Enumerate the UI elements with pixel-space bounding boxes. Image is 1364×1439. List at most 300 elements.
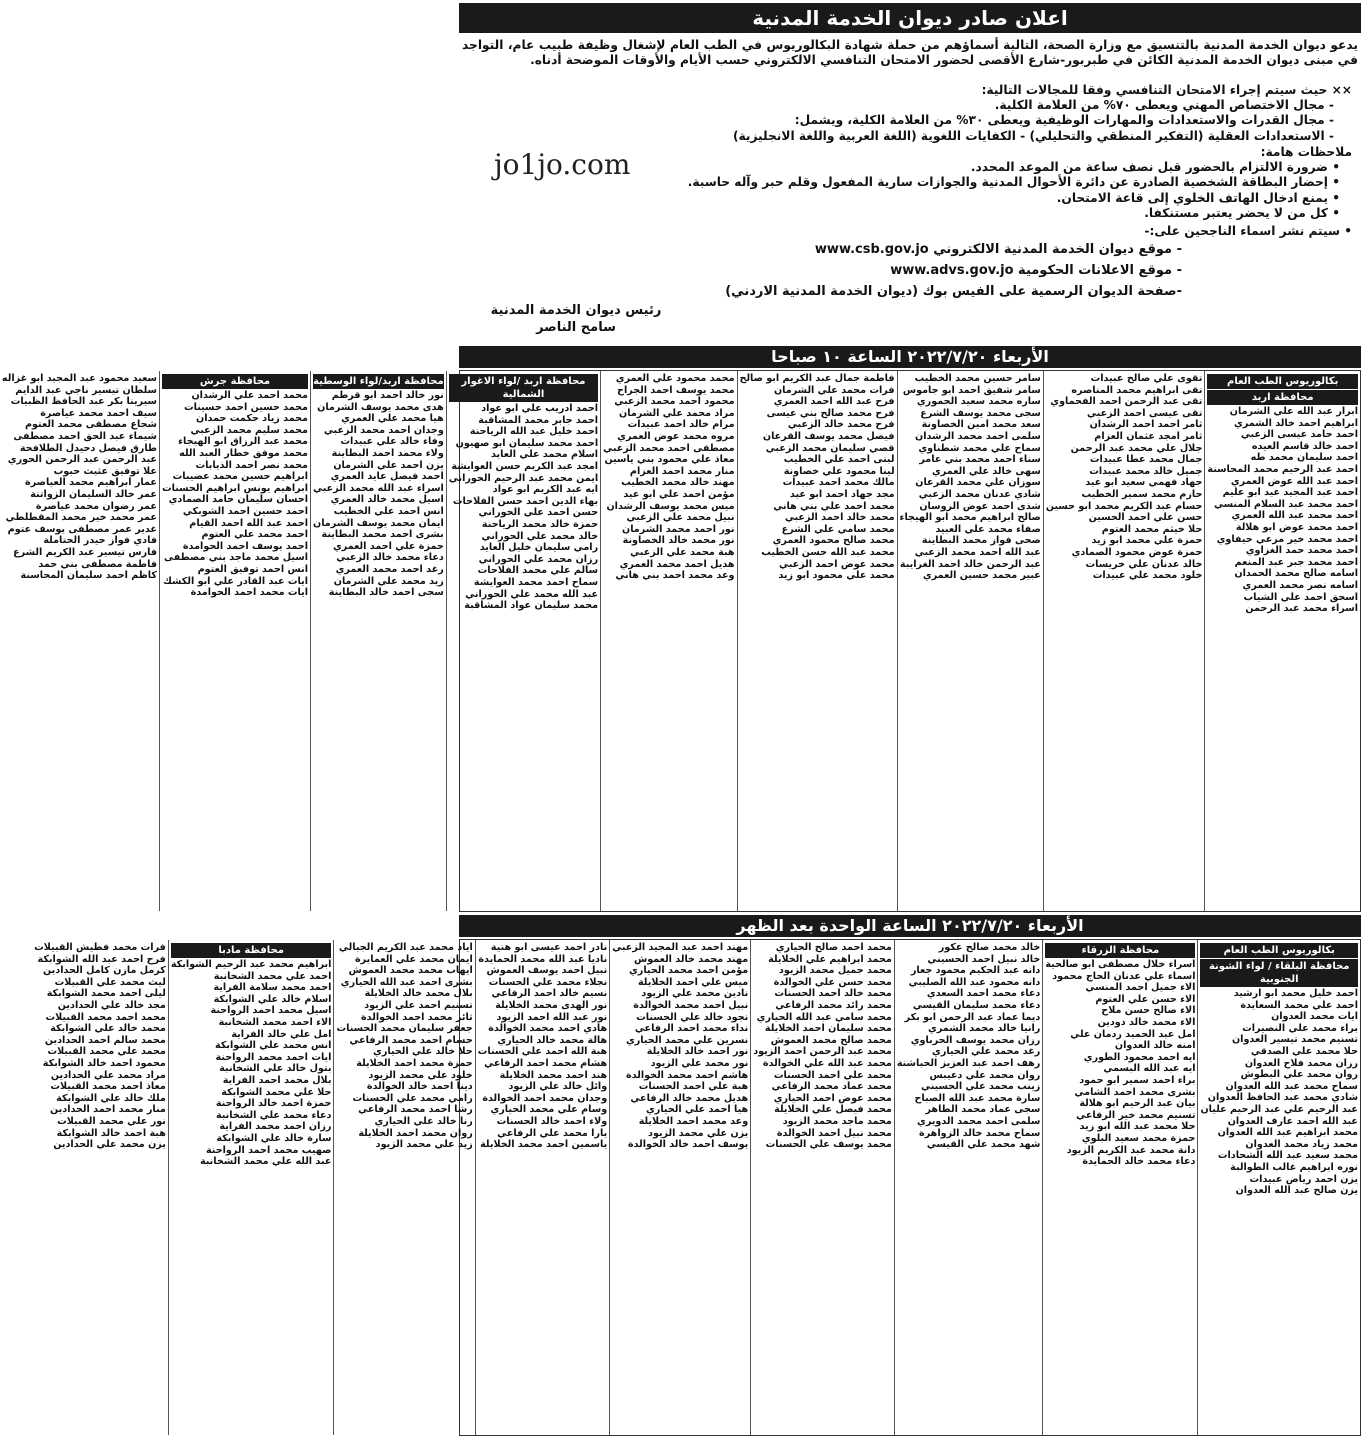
candidate-name: مالك محمد احمد عبيدات bbox=[782, 477, 895, 489]
candidate-name: دعاء محمد خالد الزعبي bbox=[336, 552, 444, 564]
candidate-name: دعاء محمد احمد السعدي bbox=[926, 988, 1041, 1000]
candidate-name: اسراء محمد عبد الرحمن bbox=[1245, 603, 1358, 615]
candidate-name: هالة محمد خالد الحياري bbox=[497, 1034, 608, 1046]
candidate-name: محمد محمود علي العمري bbox=[615, 373, 735, 384]
candidate-name: محمد احمد محمد القبيلات bbox=[45, 1011, 166, 1023]
candidate-name: سالم علي محمد الفلاحات bbox=[477, 565, 599, 577]
candidate-name: لبنى احمد علي الخطيب bbox=[783, 454, 895, 466]
column-header: محافظة الزرقاء bbox=[1045, 943, 1195, 958]
names-column bbox=[168, 940, 334, 1435]
exam-section bbox=[733, 83, 1352, 144]
candidate-name: يارا محمد علي الرفاعي bbox=[497, 1127, 608, 1139]
candidate-name: هبة محمد علي الزعبي bbox=[630, 546, 735, 558]
candidate-name: سيف احمد محمد عياصرة bbox=[40, 407, 157, 419]
candidate-name: اسراء خلال مصطفى ابو صالحية bbox=[1045, 959, 1196, 970]
candidate-name: دعاء محمد سليمان القيسي bbox=[912, 999, 1041, 1011]
candidate-name: براء محمد علي النصيرات bbox=[1242, 1022, 1358, 1034]
candidate-name: محمد سليمان احمد الخلايلة bbox=[764, 1023, 892, 1035]
candidate-name: سلطان تيسير ناجي عبد الدايم bbox=[15, 384, 157, 396]
names-column bbox=[737, 371, 897, 911]
candidate-name: يوسف احمد خالد الخوالدة bbox=[627, 1139, 749, 1151]
candidate-name: ايه احمد محمود الطوري bbox=[1083, 1051, 1196, 1063]
candidate-name: محمد يوسف علي الحسنات bbox=[765, 1139, 892, 1151]
candidate-name: رانيا خالد محمد الشمري bbox=[928, 1023, 1041, 1035]
candidate-name: الاء محمد خالد دودين bbox=[1097, 1016, 1196, 1028]
candidate-name: فيصل محمد يوسف القرعان bbox=[762, 430, 895, 442]
candidate-name: بلال محمد خالد الخلايلة bbox=[364, 988, 473, 1000]
note-item: • إحضار البطاقة الشخصية الصادرة عن دائرة الأحوال المدنية والجوازات سارية المفعول وقلم حبر وآله حاسبة. bbox=[687, 175, 1340, 190]
advs-website-link[interactable]: - موقع الاعلانات الحكومية www.advs.gov.jo bbox=[890, 263, 1182, 278]
candidate-name: فرح عبد الله احمد العمري bbox=[773, 396, 895, 408]
names-column bbox=[159, 371, 310, 911]
candidate-name: ايمن محمد عبد الرحيم الحوراني bbox=[448, 472, 599, 484]
candidate-name: محمد سامي عبد الله الحياري bbox=[756, 1011, 892, 1023]
candidate-name: ثامر احمد احمد الرشدان bbox=[1089, 419, 1203, 431]
candidate-name: حمزة محمد سعيد البلوي bbox=[1081, 1132, 1196, 1144]
candidate-name: شجاع مصطفى محمد العتوم bbox=[25, 419, 157, 431]
csb-website-link[interactable]: - موقع ديوان الخدمة المدنية الالكتروني www.csb.gov.jo bbox=[814, 242, 1182, 257]
candidate-name: خالد نبيل احمد الحسيني bbox=[927, 953, 1041, 965]
candidate-name: احمد خليل محمد ابو ارشيد bbox=[1233, 988, 1358, 999]
candidate-name: نور عبد الله احمد الزيود bbox=[496, 1011, 608, 1023]
candidate-name: امنه خالد العدوان bbox=[1114, 1040, 1196, 1052]
candidate-name: محمد عماد محمد الرفاعي bbox=[771, 1081, 892, 1093]
candidate-name: رهف احمد عبد العزيز الحباشنة bbox=[896, 1057, 1041, 1069]
candidate-name: عبير محمد حسين العمري bbox=[922, 570, 1041, 582]
candidate-name: رغد محمد علي الحياري bbox=[932, 1046, 1041, 1058]
candidate-name: سلمى احمد محمد الدويري bbox=[917, 1115, 1041, 1127]
candidate-name: رزان محمد يوسف الحرباوي bbox=[910, 1034, 1041, 1046]
candidate-name: ايات محمد احمد الحوامدة bbox=[190, 587, 308, 599]
candidate-name: امجد عبد الكريم حسن العوايشة bbox=[451, 460, 599, 472]
candidate-name: محمد موفق خطار العبد الله bbox=[179, 447, 308, 459]
candidate-name: رشا احمد محمد الرفاعي bbox=[358, 1104, 473, 1116]
candidate-name: روان محمد احمد الخلايلة bbox=[358, 1127, 473, 1139]
candidate-name: ثائر محمد احمد الخوالدة bbox=[361, 1011, 473, 1023]
candidate-name: احمد خالد قاسم العيده bbox=[1251, 440, 1358, 452]
candidate-name: محمد حسين احمد حسينات bbox=[183, 401, 308, 413]
candidate-name: رزان محمد فلاح العدوان bbox=[1244, 1057, 1358, 1069]
candidate-name: اسلام خالد علي الشوابكة bbox=[213, 993, 332, 1005]
candidate-name: مروه محمد عوض العمري bbox=[617, 430, 735, 442]
names-column bbox=[1043, 371, 1205, 911]
names-column bbox=[0, 371, 159, 911]
candidate-name: مؤمن احمد محمد الحياري bbox=[629, 965, 749, 977]
candidate-name: محمد عبد الله حسن الخطيب bbox=[761, 546, 895, 558]
candidate-name: محمد ابراهيم عبد الله العدوان bbox=[1217, 1127, 1358, 1139]
candidate-name: فاطمة جمال عبد الكريم ابو صالح bbox=[739, 373, 895, 384]
candidate-name: حازم محمد سمير الخطيب bbox=[1081, 488, 1203, 500]
candidate-name: محمد ماجد محمد الزيود bbox=[782, 1115, 892, 1127]
candidate-name: تقى عيسى احمد الزعبي bbox=[1087, 407, 1203, 419]
candidate-name: تسنيم محمد تيسير العدوان bbox=[1231, 1034, 1358, 1046]
candidate-name: حمزة احمد خالد الرواحنة bbox=[215, 1098, 332, 1110]
candidate-name: ميس علي احمد الخلايلة bbox=[637, 976, 749, 988]
candidate-name: احمد محمد عوض ابو هلالة bbox=[1235, 521, 1358, 533]
candidate-name: عمار ابراهيم محمد العياصرة bbox=[25, 477, 157, 489]
candidate-name: احمد علي محمد السعايدة bbox=[1240, 999, 1358, 1011]
candidate-name: فاطمة مصطفى بني حمد bbox=[38, 558, 157, 570]
candidate-name: محمد احمد علي الرشدان bbox=[191, 390, 308, 401]
candidate-name: ياسمين احمد محمد الخلايلة bbox=[480, 1139, 608, 1151]
candidate-name: محمد زياد حكمت حمدان bbox=[196, 413, 308, 425]
candidate-name: زينب محمد علي الحسيني bbox=[921, 1081, 1041, 1093]
candidate-name: رغد احمد محمد العمري bbox=[335, 563, 444, 575]
candidate-name: محمد عوض احمد الزعبي bbox=[779, 558, 895, 570]
candidate-name: ثامر امجد عثمان العزام bbox=[1094, 430, 1203, 442]
candidate-name: يزن علي محمد الزيود bbox=[648, 1127, 749, 1139]
candidate-name: اسحق احمد علي الشياب bbox=[1243, 591, 1358, 603]
candidate-name: سارة خالد علي الشوابكة bbox=[216, 1132, 332, 1144]
candidate-name: هديل محمد خالد الرفاعي bbox=[630, 1092, 749, 1104]
candidate-name: بشرى احمد عبد الله الحياري bbox=[340, 976, 473, 988]
candidate-name: نوره ابراهيم غالب الطوالبة bbox=[1230, 1161, 1358, 1173]
candidate-name: حلا خيثم محمد العتوم bbox=[1101, 523, 1203, 535]
column-header: بكالوريوس الطب العام bbox=[1207, 374, 1358, 389]
candidate-name: مرام خالد احمد عبيدات bbox=[627, 419, 735, 431]
watermark-text: jo1jo.com bbox=[494, 148, 631, 181]
candidate-name: محمد فيصل علي الخلايلة bbox=[774, 1104, 892, 1116]
candidate-name: وائل خالد علي الزيود bbox=[508, 1081, 608, 1093]
candidate-name: جميل خالد محمد عبيدات bbox=[1089, 465, 1203, 477]
candidate-name: حلا محمد عبد الله ابو زيد bbox=[1079, 1121, 1196, 1133]
candidate-name: سهى خالد علي العمري bbox=[932, 465, 1041, 477]
publish-heading: • سيتم نشر اسماء الناجحين على:- bbox=[1144, 224, 1352, 238]
exam-items bbox=[733, 98, 1334, 144]
notes-section bbox=[688, 145, 1352, 221]
candidate-name: نبيل احمد يوسف العموش bbox=[486, 965, 608, 977]
candidate-name: احمد عبد الله عوض العمري bbox=[1230, 475, 1358, 487]
candidate-name: مراد محمد علي الحدادين bbox=[50, 1069, 166, 1081]
candidate-name: ليث محمد علي القبيلات bbox=[54, 976, 166, 988]
candidate-name: ايات محمد العدوان bbox=[1271, 1011, 1358, 1023]
candidate-name: معاذ علي محمود بني ياسين bbox=[604, 454, 735, 466]
candidate-name: محمد خالد علي الشوابكة bbox=[50, 1023, 166, 1035]
candidate-name: محمد رائد محمد الرفاعي bbox=[775, 999, 892, 1011]
candidate-name: نور احمد خالد الخلايلة bbox=[646, 1046, 749, 1058]
candidate-name: محمد خالد احمد الحسنات bbox=[774, 988, 892, 1000]
candidate-name: جهاد فهمي سعيد ابو عيد bbox=[1085, 477, 1203, 489]
candidate-name: سجى محمد يوسف الشرع bbox=[920, 407, 1041, 419]
names-column bbox=[32, 940, 168, 1435]
candidate-name: يزن صالح عبد الله العدوان bbox=[1235, 1185, 1358, 1197]
candidate-name: فادي فواز حيدر الحتاملة bbox=[43, 535, 157, 547]
candidate-name: سناء احمد محمد بني عامر bbox=[919, 454, 1041, 466]
candidate-name: محمد نصر احمد الذيابات bbox=[195, 459, 308, 471]
candidate-name: ايات عبد القادر علي ابو الكشك bbox=[163, 575, 308, 587]
candidate-name: زيد علي محمد الزيود bbox=[375, 1139, 473, 1151]
candidate-name: سعيد محمود عبد المجيد ابو غزاله bbox=[1, 373, 157, 384]
candidate-name: محمد صالح محمود العمري bbox=[772, 535, 895, 547]
candidate-name: خلود علي محمد الزيود bbox=[368, 1069, 473, 1081]
candidate-name: زيد محمد علي الشرمان bbox=[333, 575, 444, 587]
candidate-name: الاء حسن علي العتوم bbox=[1095, 993, 1196, 1005]
candidate-name: محمد عبد الرحمن احمد الزيود bbox=[753, 1046, 892, 1058]
candidate-name: تقوى علي صالح عبيدات bbox=[1090, 373, 1203, 384]
candidate-name: محمود احمد خالد الشوابكة bbox=[42, 1057, 166, 1069]
candidate-name: يزن محمد علي الحدادين bbox=[53, 1139, 166, 1151]
candidate-name: شادي محمد عبد الحافظ العدوان bbox=[1207, 1092, 1358, 1104]
candidate-name: هيا احمد علي الحياري bbox=[646, 1104, 749, 1116]
candidate-name: احمد حامد عيسى الزعبي bbox=[1240, 429, 1358, 441]
names-column bbox=[894, 940, 1043, 1435]
candidate-name: انس احمد علي الخطيب bbox=[333, 505, 444, 517]
candidate-name: صفاء محمد علي العبيد bbox=[935, 523, 1041, 535]
candidate-name: احمد فيصل عايد العمري bbox=[330, 471, 444, 483]
candidate-name: ولاء محمد احمد البطاينة bbox=[331, 447, 444, 459]
candidate-name: محمد سالم احمد الحدادين bbox=[44, 1034, 166, 1046]
names-column bbox=[475, 940, 609, 1435]
candidate-name: بشرى محمد احمد الشامي bbox=[1074, 1086, 1196, 1098]
candidate-name: مجد جهاد احمد ابو عيد bbox=[789, 488, 895, 500]
candidate-name: ايهاب محمد محمد العموش bbox=[348, 965, 473, 977]
candidate-name: محمد خالد احمد الزعبي bbox=[784, 512, 895, 524]
candidate-name: عبد الرحمن عبد الرحمن الحوري bbox=[7, 454, 157, 466]
candidate-name: جلال علي محمد عبد الرحمن bbox=[1070, 442, 1203, 454]
candidate-name: معاذ احمد محمد القبيلات bbox=[50, 1081, 166, 1093]
signature-title: رئيس ديوان الخدمة المدنية bbox=[490, 303, 662, 318]
candidate-name: احمد عبد الله احمد القيام bbox=[189, 517, 308, 529]
candidate-name: امل عبد الحميد ردمان علي bbox=[1070, 1028, 1196, 1040]
candidate-name: دعاء محمد خالد الحمايدة bbox=[1082, 1156, 1196, 1168]
candidate-name: حمزة علي محمد ابو زيد bbox=[1091, 535, 1203, 547]
newspaper-page bbox=[1, 0, 1364, 1439]
candidate-name: سجى عماد محمد الطاهر bbox=[925, 1104, 1041, 1116]
notes-list bbox=[688, 160, 1340, 221]
candidate-name: مؤمن احمد علي ابو عيد bbox=[623, 488, 735, 500]
candidate-name: احمد يوسف احمد الحوامدة bbox=[182, 540, 308, 552]
candidate-name: نداء محمد احمد الرفاعي bbox=[634, 1023, 749, 1035]
candidate-name: حمزة عوض محمود الصمادي bbox=[1071, 546, 1203, 558]
candidate-name: علا توفيق عثيث حبوب bbox=[53, 465, 157, 477]
candidate-name: دعاء محمد علي الشخانبة bbox=[215, 1109, 332, 1121]
candidate-name: محمد صالح محمد العموش bbox=[770, 1034, 892, 1046]
candidate-name: مصطفى احمد محمد الزعبي bbox=[603, 442, 735, 454]
candidate-name: احمد محمد حمد الغزاوي bbox=[1245, 545, 1358, 557]
publish-list bbox=[725, 239, 1182, 302]
signature-block bbox=[466, 302, 686, 336]
candidate-name: وفاء خالد علي عبيدات bbox=[340, 436, 444, 448]
candidate-name: تسنيم احمد علي الزيود bbox=[364, 999, 473, 1011]
names-column bbox=[1204, 371, 1360, 911]
candidate-name: احمد سليمان محمد طه bbox=[1250, 452, 1358, 464]
candidate-name: ناديا عبد الله محمد الحمايدة bbox=[478, 953, 608, 965]
candidate-name: سعد محمد امين الخصاونة bbox=[921, 419, 1041, 431]
candidate-name: محمد يوسف احمد الجراح bbox=[617, 384, 735, 396]
candidate-name: سماح علي محمد شطناوي bbox=[918, 442, 1041, 454]
candidate-name: يزن احمد رياض عبيدات bbox=[1249, 1173, 1358, 1185]
candidate-name: بشرى احمد محمد البطاينة bbox=[321, 529, 444, 541]
candidate-name: حمزة خالد محمد الرياحنة bbox=[481, 518, 599, 530]
candidate-name: ابرار عبد الله علي الشرمان bbox=[1229, 406, 1358, 417]
candidate-name: رامي سليمان خليل العايد bbox=[479, 542, 599, 554]
exam-heading: ×× حيث سيتم إجراء الامتحان التنافسي وفقا للمجالات التالية: bbox=[981, 83, 1352, 97]
candidate-name: حمزة علي احمد العمري bbox=[332, 540, 444, 552]
candidate-name: روان محمد علي دعيبس bbox=[929, 1069, 1041, 1081]
candidate-name: فرح محمد خالد الزعبي bbox=[787, 419, 895, 431]
candidate-name: هشام محمد احمد الرفاعي bbox=[484, 1057, 608, 1069]
candidate-name: محمد علي احمد الحسنات bbox=[773, 1069, 892, 1081]
facebook-page-link[interactable]: -صفحة الديوان الرسمية على الفيس بوك (ديوان الخدمة المدنية الاردني) bbox=[725, 284, 1182, 299]
names-column bbox=[1197, 940, 1360, 1435]
candidate-name: سامر شفيق احمد ابو جاموس bbox=[902, 384, 1041, 396]
candidate-name: سماح محمد خالد الزواهرة bbox=[919, 1127, 1041, 1139]
candidate-name: محمد علي محمد القبيلات bbox=[47, 1046, 166, 1058]
candidate-name: سلمى احمد محمد الرشدان bbox=[915, 430, 1041, 442]
candidate-name: كرمل مازن كامل الحدادين bbox=[43, 965, 166, 977]
candidate-name: مهند خالد محمد الخطيب bbox=[621, 477, 735, 489]
candidate-name: عبد الله احمد محمد الزعبي bbox=[914, 546, 1041, 558]
candidate-name: نجلاء محمد علي الحسنات bbox=[488, 976, 608, 988]
candidate-name: الاء صالح حسن ملاح bbox=[1101, 1005, 1196, 1017]
column-header: بكالوريوس الطب العام bbox=[1200, 943, 1358, 958]
candidate-name: سيرينا بكر عبد الحافظ الظبيات bbox=[10, 396, 157, 408]
candidate-name: نور خالد احمد ابو قرطم bbox=[331, 390, 444, 401]
candidate-name: احمد حسين احمد الشوبكي bbox=[182, 505, 308, 517]
candidate-name: خالد محمد صالح عكور bbox=[938, 942, 1041, 953]
candidate-name: لينا محمود علي خصاونة bbox=[783, 465, 895, 477]
candidate-name: احمد عبد الرحيم محمد المحاسنة bbox=[1207, 463, 1358, 475]
candidate-name: فرات محمد علي الشرمان bbox=[773, 384, 895, 396]
candidate-name: حلا خالد علي الحياري bbox=[373, 1046, 473, 1058]
candidate-name: ديما عماد عبد الرحمن ابو بكر bbox=[904, 1011, 1041, 1023]
candidate-name: وجدان محمد احمد الخوالدة bbox=[482, 1092, 608, 1104]
candidate-name: محمد سليم محمد الزعبي bbox=[190, 424, 308, 436]
candidate-name: حسن علي احمد الحسين bbox=[1088, 512, 1203, 524]
candidate-name: اسلام محمد علي العايد bbox=[490, 449, 599, 461]
candidate-name: الاء جميل احمد المنسي bbox=[1085, 982, 1196, 994]
candidate-name: كاظم احمد سليمان المحاسنة bbox=[20, 570, 157, 582]
candidate-name: محمد جميل محمد الزيود bbox=[778, 965, 892, 977]
candidate-name: الاء احمد محمد الشخانبة bbox=[218, 1016, 332, 1028]
candidate-name: اسيل محمد خالد العمري bbox=[330, 494, 444, 506]
candidate-name: سجى احمد خالد البطاينة bbox=[328, 587, 444, 599]
candidate-name: هيا محمد علي العمري bbox=[341, 413, 444, 425]
candidate-name: هدى محمد يوسف الشرمان bbox=[317, 401, 444, 413]
candidate-name: اسيل محمد ماجد بني مصطفى bbox=[164, 552, 308, 564]
names-column bbox=[310, 371, 446, 911]
candidate-name: احسان سليمان حامد الصمادي bbox=[168, 494, 308, 506]
candidate-name: رامي محمد علي الحسنات bbox=[352, 1092, 473, 1104]
candidate-name: ايه عبد الكريم ابو عواد bbox=[492, 484, 599, 496]
names-column bbox=[446, 371, 600, 911]
candidate-name: احمد جابر محمد المشاقبة bbox=[478, 414, 599, 426]
candidate-name: نسرين علي محمد الحياري bbox=[625, 1034, 749, 1046]
candidate-name: ملك خالد علي الشوابكة bbox=[56, 1092, 166, 1104]
candidate-name: اسامه صالح محمد الحمدان bbox=[1234, 568, 1358, 580]
candidate-name: احمد خليل عبد الله الرياحنة bbox=[469, 426, 599, 438]
names-column bbox=[750, 940, 894, 1435]
candidate-name: امل علي خالد الفراية bbox=[231, 1028, 332, 1040]
candidate-name: دينا احمد خالد الخوالدة bbox=[366, 1081, 473, 1093]
notes-heading: ملاحظات هامة: bbox=[1260, 145, 1352, 159]
intro-paragraph: يدعو ديوان الخدمة المدنية بالتنسيق مع وزارة الصحة، التالية أسماؤهم من حملة شهادة البكالوريوس في الطب العام لإشغال وظيفة طبيب عام، التواجد في مبنى ديوان الخدمة المدنية الكائن في طبربور-شارع الأقصى لحضور الامتحان التنافسي الالكتروني حسب الأيام والأوقات الموضحة أدناه. bbox=[462, 38, 1358, 67]
candidate-name: انس محمد علي الشوابكة bbox=[215, 1040, 332, 1052]
names-column bbox=[609, 940, 750, 1435]
candidate-name: يزن احمد علي الشرمان bbox=[333, 459, 444, 471]
candidate-name: رزان احمد محمد الفراية bbox=[219, 1121, 332, 1133]
candidate-name: بتول خالد علي الشخانبة bbox=[219, 1063, 332, 1075]
candidate-name: محمد سامي علي الشرع bbox=[781, 523, 895, 535]
candidate-name: رنا خالد علي الحياري bbox=[374, 1115, 473, 1127]
candidate-name: ليلى احمد محمد الشوابكة bbox=[46, 988, 166, 1000]
candidate-name: هبة الله احمد علي الحسنات bbox=[477, 1046, 608, 1058]
candidate-name: مجد خالد علي الحدادين bbox=[57, 999, 166, 1011]
candidate-name: محمد عبد الله علي الخوالدة bbox=[762, 1057, 892, 1069]
candidate-name: رزان محمد علي الحوراني bbox=[478, 553, 599, 565]
candidate-name: مراد محمد علي الشرمان bbox=[619, 407, 735, 419]
candidate-name: اياد محمد عبد الكريم الجبالي bbox=[338, 942, 473, 953]
candidate-name: حسام احمد محمد الرفاعي bbox=[349, 1034, 473, 1046]
candidate-name: محمد سليمان عواد المشاقبة bbox=[464, 600, 599, 612]
candidate-name: طارق فيصل دحيدل الطلافحة bbox=[19, 442, 157, 454]
candidate-name: وسام علي محمد الحياري bbox=[490, 1104, 608, 1116]
candidate-name: فرح احمد عبد الله الشوابكة bbox=[37, 953, 166, 965]
candidate-name: احمد محمد عبد الله العمري bbox=[1231, 510, 1358, 522]
candidate-name: ضحى فواز محمد البطاينة bbox=[921, 535, 1041, 547]
candidate-name: عبد الله احمد عارف العدوان bbox=[1227, 1115, 1358, 1127]
candidate-name: جعفر سليمان محمد الحسنات bbox=[336, 1023, 473, 1035]
candidate-name: حمزة محمد احمد الخلايلة bbox=[356, 1057, 473, 1069]
session-1-heading: الأربعاء ٢٠٢٢/٧/٢٠ الساعة ١٠ صباحا bbox=[459, 346, 1361, 368]
candidate-name: مهند محمد خالد العموش bbox=[633, 953, 749, 965]
candidate-name: شهد محمد علي القيسي bbox=[926, 1139, 1041, 1151]
candidate-name: حسام عبد الكريم محمد ابو حسين bbox=[1045, 500, 1203, 512]
candidate-name: اسيل محمد احمد الرواحنة bbox=[210, 1005, 332, 1017]
candidate-name: خلود محمد علي عبيدات bbox=[1092, 570, 1203, 582]
column-header: محافظة جرش bbox=[162, 374, 308, 389]
candidate-name: شذى احمد عوض الروسان bbox=[919, 500, 1041, 512]
candidate-name: عمر خالد السليمان الزواتنة bbox=[30, 488, 157, 500]
candidate-name: دانه محمود عبد الله الصليبي bbox=[908, 976, 1041, 988]
candidate-name: محمد حسن علي الخوالدة bbox=[773, 976, 892, 988]
exam-item: - الاستعدادات العقلية (التفكير المنطقي والتحليلي) - الكفايات اللغوية (اللغة العربية واللغة الانجليزية) bbox=[732, 128, 1334, 143]
candidate-name: بهاء الدين احمد حسن الفلاحات bbox=[452, 495, 599, 507]
candidate-name: روان محمد علي البطوش bbox=[1240, 1069, 1358, 1081]
candidate-name: ساره محمد سعيد الحموري bbox=[916, 396, 1041, 408]
candidate-name: تقى ابراهيم محمد المناصره bbox=[1071, 384, 1203, 396]
candidate-name: جمال محمد عطا عبيدات bbox=[1089, 454, 1203, 466]
candidate-name: بيان عبد الرحيم ابو هلالة bbox=[1079, 1098, 1196, 1110]
candidate-name: هاشم احمد محمد الخوالدة bbox=[626, 1069, 749, 1081]
candidate-name: عمر رضوان محمد عياصرة bbox=[35, 500, 157, 512]
candidate-name: ابراهيم احمد خالد الشمري bbox=[1234, 417, 1358, 429]
candidate-name: هبة علي احمد الحسنات bbox=[638, 1081, 749, 1093]
names-column bbox=[600, 371, 736, 911]
candidate-name: شادي عدنان محمد الزعبي bbox=[918, 488, 1041, 500]
column-header: محافظة اربد /لواء الاغوار الشمالية bbox=[449, 374, 598, 402]
candidate-name: اسامه نصر محمد العمري bbox=[1242, 579, 1358, 591]
publish-section bbox=[725, 224, 1352, 302]
candidate-name: شيماء عبد الحق احمد مصطفى bbox=[13, 430, 157, 442]
candidate-name: فرح محمد صالح بني عيسى bbox=[766, 407, 895, 419]
candidate-name: ايه عبد الله البسمي bbox=[1103, 1063, 1196, 1075]
candidate-name: ايمان محمد يوسف الشرمان bbox=[313, 517, 444, 529]
candidate-name: سارة محمد عبد الله الصباح bbox=[914, 1092, 1041, 1104]
exam-item: - مجال القدرات والاستعدادات والمهارات الوظيفية ويعطى ٣٠% من العلامة الكلية، ويشمل: bbox=[794, 113, 1334, 128]
candidate-name: محمود احمد محمد الزعبي bbox=[614, 396, 735, 408]
candidate-name: احمد محمد جبر عبد المنعم bbox=[1234, 556, 1358, 568]
candidate-name: نور محمد خالد الخصاونة bbox=[622, 535, 735, 547]
candidate-name: وجدان احمد محمد الزعبي bbox=[323, 424, 444, 436]
candidate-name: ولاء احمد خالد الحسنات bbox=[496, 1115, 608, 1127]
candidate-name: نور الهدى محمد الخلايلة bbox=[495, 999, 608, 1011]
column-header: محافظة مادبا bbox=[171, 943, 332, 958]
candidate-name: وعد محمد احمد بني هاني bbox=[615, 570, 735, 582]
candidate-name: سماح احمد محمد العوايشة bbox=[473, 576, 599, 588]
candidate-name: احمد عبد المجيد عيد ابو عليم bbox=[1222, 487, 1358, 499]
column-header: محافظة البلقاء / لواء الشونة الجنوبية bbox=[1200, 959, 1358, 987]
